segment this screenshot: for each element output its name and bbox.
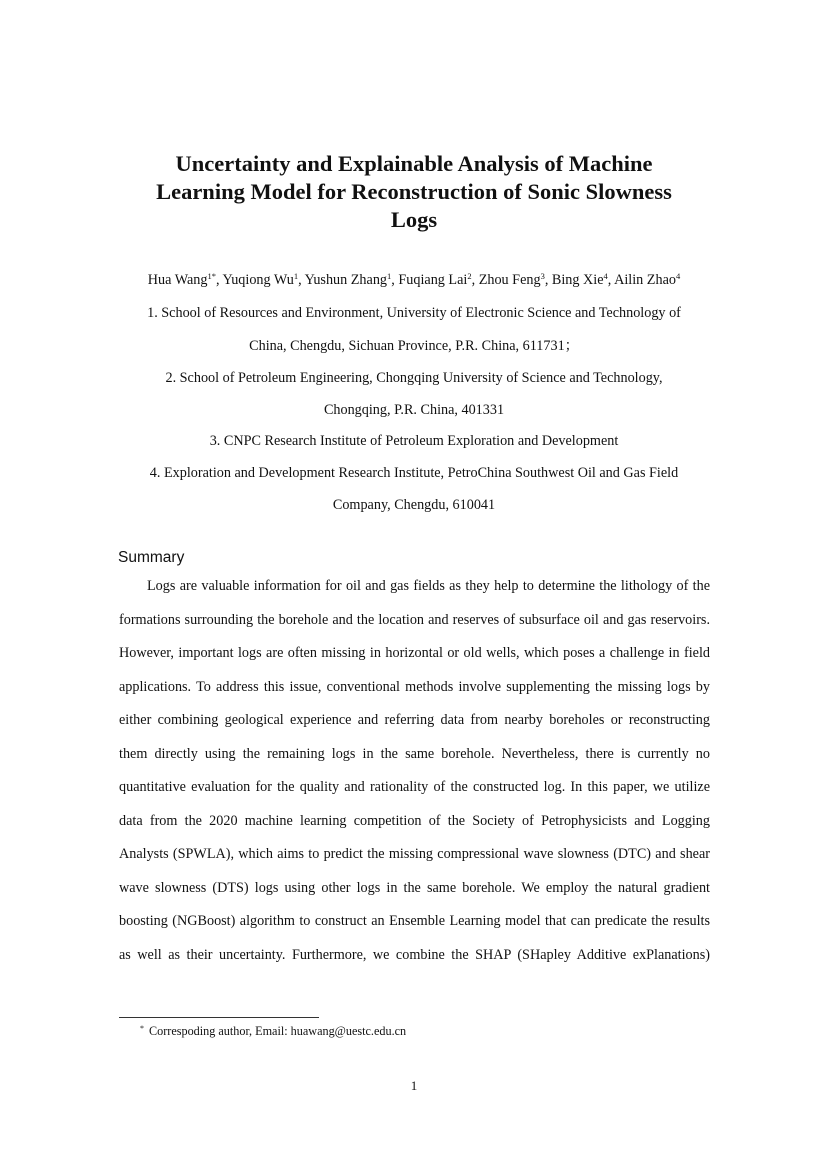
summary-text-line: Analysts (SPWLA), which aims to predict the missing compressional wave slowness (DTC) and shear xyxy=(119,846,710,862)
author-affiliation-mark: 4 xyxy=(603,271,608,281)
author-name: Yuqiong Wu xyxy=(222,272,294,288)
summary-text-line: applications. To address this issue, conventional methods involve supplementing the missing logs by xyxy=(119,679,710,695)
title-line: Learning Model for Reconstruction of Sonic Slowness xyxy=(156,179,672,204)
summary-text-line: data from the 2020 machine learning competition of the Society of Petrophysicists and Logging xyxy=(119,813,710,829)
author-separator: , xyxy=(607,272,615,288)
author-affiliation-mark: 1 xyxy=(293,271,299,281)
author-affiliation-mark: 1* xyxy=(207,271,216,281)
affiliation-line: 3. CNPC Research Institute of Petroleum Exploration and Development xyxy=(209,433,619,449)
author-name: Hua Wang xyxy=(147,272,208,288)
affiliation-line: Company, Chengdu, 610041 xyxy=(332,497,496,513)
author-separator: , xyxy=(298,272,305,288)
footnote-mark: * xyxy=(140,1024,144,1033)
affiliation-line: Chongqing, P.R. China, 401331 xyxy=(323,402,505,418)
summary-text-line: as well as their uncertainty. Furthermore, we combine the SHAP (SHapley Additive exPlanations) xyxy=(119,947,710,963)
summary-text-line: However, important logs are often missing in horizontal or old wells, which poses a challenge in field xyxy=(119,645,710,661)
summary-text-line: them directly using the remaining logs in the same borehole. Nevertheless, there is currently no xyxy=(119,746,710,762)
author-separator: , xyxy=(391,272,399,288)
author-name: Zhou Feng xyxy=(478,272,541,288)
author-separator: , xyxy=(544,272,552,288)
title-line: Uncertainty and Explainable Analysis of Machine xyxy=(175,151,653,176)
footnote xyxy=(140,1022,406,1040)
affiliation-line: 4. Exploration and Development Research Institute, PetroChina Southwest Oil and Gas Field xyxy=(149,465,679,481)
author-affiliation-mark: 2 xyxy=(467,271,472,281)
summary-text-line: wave slowness (DTS) logs using other logs in the same borehole. We employ the natural gradient xyxy=(119,880,710,896)
summary-text-line: formations surrounding the borehole and the location and reserves of subsurface oil and gas reservoirs. xyxy=(119,612,710,628)
author-name: Ailin Zhao xyxy=(614,272,676,288)
footnote-text: Correspoding author, Email: huawang@uestc.edu.cn xyxy=(149,1024,407,1038)
summary-text-line: either combining geological experience and referring data from nearby boreholes or reconstructing xyxy=(119,712,710,728)
summary-text-line: quantitative evaluation for the quality and rationality of the constructed log. In this paper, we utilize xyxy=(119,779,710,795)
paper-title xyxy=(150,150,678,234)
author-list xyxy=(100,270,728,290)
title-line: Logs xyxy=(390,207,438,232)
author-name: Bing Xie xyxy=(551,272,604,288)
affiliation-line: 1. School of Resources and Environment, University of Electronic Science and Technology of xyxy=(147,305,681,321)
affiliation-line: China, Chengdu, Sichuan Province, P.R. China, 611731； xyxy=(249,338,579,354)
author-name: Yushun Zhang xyxy=(304,272,388,288)
author-separator: , xyxy=(471,272,479,288)
author-affiliation-mark: 4 xyxy=(675,271,681,281)
footnote-divider xyxy=(119,1017,319,1018)
author-affiliation-mark: 3 xyxy=(540,271,545,281)
section-heading-summary: Summary xyxy=(118,549,185,566)
summary-text-line: Logs are valuable information for oil and gas fields as they help to determine the lithology of the xyxy=(147,578,710,594)
summary-text-line: boosting (NGBoost) algorithm to construct an Ensemble Learning model that can predicate the results xyxy=(119,913,710,929)
affiliation-line: 2. School of Petroleum Engineering, Chongqing University of Science and Technology, xyxy=(165,370,663,386)
author-affiliation-mark: 1 xyxy=(387,271,392,281)
author-name: Fuqiang Lai xyxy=(398,272,468,288)
author-separator: , xyxy=(215,272,223,288)
page-number: 1 xyxy=(410,1078,418,1093)
